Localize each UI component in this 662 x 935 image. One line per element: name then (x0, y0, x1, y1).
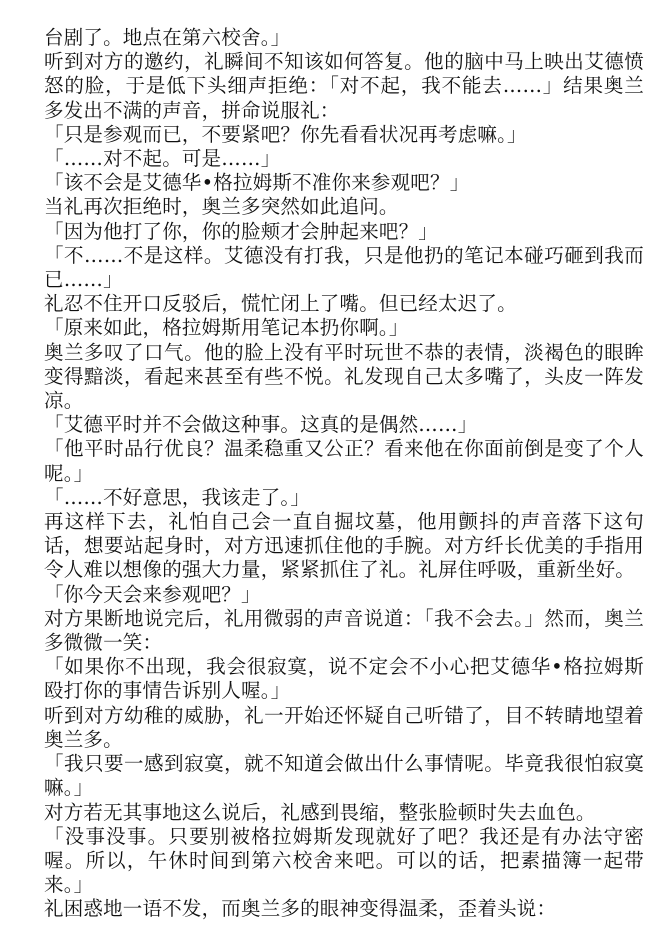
paragraph: 「艾德平时并不会做这种事。这真的是偶然……」 (44, 413, 478, 437)
paragraph: 「我只要一感到寂寞，就不知道会做出什么事情呢。毕竟我很怕寂寞嘛。」 (44, 752, 644, 800)
paragraph: 「你今天会来参观吧？」 (44, 582, 261, 606)
paragraph: 对方若无其事地这么说后，礼感到畏缩，整张脸顿时失去血色。 (44, 800, 596, 824)
paragraph: 礼忍不住开口反驳后，慌忙闭上了嘴。但已经太迟了。 (44, 292, 517, 316)
paragraph: 台剧了。地点在第六校舍。」 (44, 26, 291, 49)
paragraph: 「因为他打了你，你的脸颊才会肿起来吧？」 (44, 219, 439, 243)
paragraph: 「……不好意思，我该走了。」 (44, 485, 311, 509)
paragraph: 「原来如此，格拉姆斯用笔记本扔你啊。」 (44, 316, 409, 340)
paragraph: 「不……不是这样。艾德没有打我，只是他扔的笔记本碰巧砸到我而已……」 (44, 243, 644, 292)
paragraph: 再这样下去，礼怕自己会一直自掘坟墓，他用颤抖的声音落下这句话，想要站起身时，对方迅速抓住他的手腕。对方纤长优美的手指用令人难以想像的强大力量，紧紧抓住了礼。礼屏住呼吸，重新坐好。 (44, 510, 644, 582)
paragraph: 「……对不起。可是……」 (44, 147, 281, 171)
paragraph: 「他平时品行优良？温柔稳重又公正？看来他在你面前倒是变了个人呢。」 (44, 437, 644, 485)
paragraph: 「该不会是艾德华•格拉姆斯不准你来参观吧？」 (44, 171, 470, 195)
paragraph: 对方果断地说完后，礼用微弱的声音说道：「我不会去。」然而，奥兰多微微一笑： (44, 606, 644, 655)
paragraph: 礼困惑地一语不发，而奥兰多的眼神变得温柔，歪着头说： (44, 897, 557, 921)
paragraph: 奥兰多叹了口气。他的脸上没有平时玩世不恭的表情，淡褐色的眼眸变得黯淡，看起来甚至有些不悦。礼发现自己太多嘴了，头皮一阵发凉。 (44, 340, 644, 413)
paragraph: 听到对方幼稚的威胁，礼一开始还怀疑自己听错了，目不转睛地望着奥兰多。 (44, 703, 644, 751)
paragraph: 「如果你不出现，我会很寂寞，说不定会不小心把艾德华•格拉姆斯殴打你的事情告诉别人喔。」 (44, 655, 644, 703)
paragraph: 「没事没事。只要别被格拉姆斯发现就好了吧？我还是有办法守密喔。所以，午休时间到第六校舍来吧。可以的话，把素描簿一起带来。」 (44, 824, 644, 897)
paragraph: 当礼再次拒绝时，奥兰多突然如此追问。 (44, 195, 399, 219)
document-page (44, 26, 644, 922)
paragraph: 听到对方的邀约，礼瞬间不知该如何答复。他的脑中马上映出艾德愤怒的脸，于是低下头细声拒绝：「对不起，我不能去……」结果奥兰多发出不满的声音，拼命说服礼： (44, 50, 644, 122)
paragraph: 「只是参观而已，不要紧吧？你先看看状况再考虑嘛。」 (44, 122, 527, 146)
